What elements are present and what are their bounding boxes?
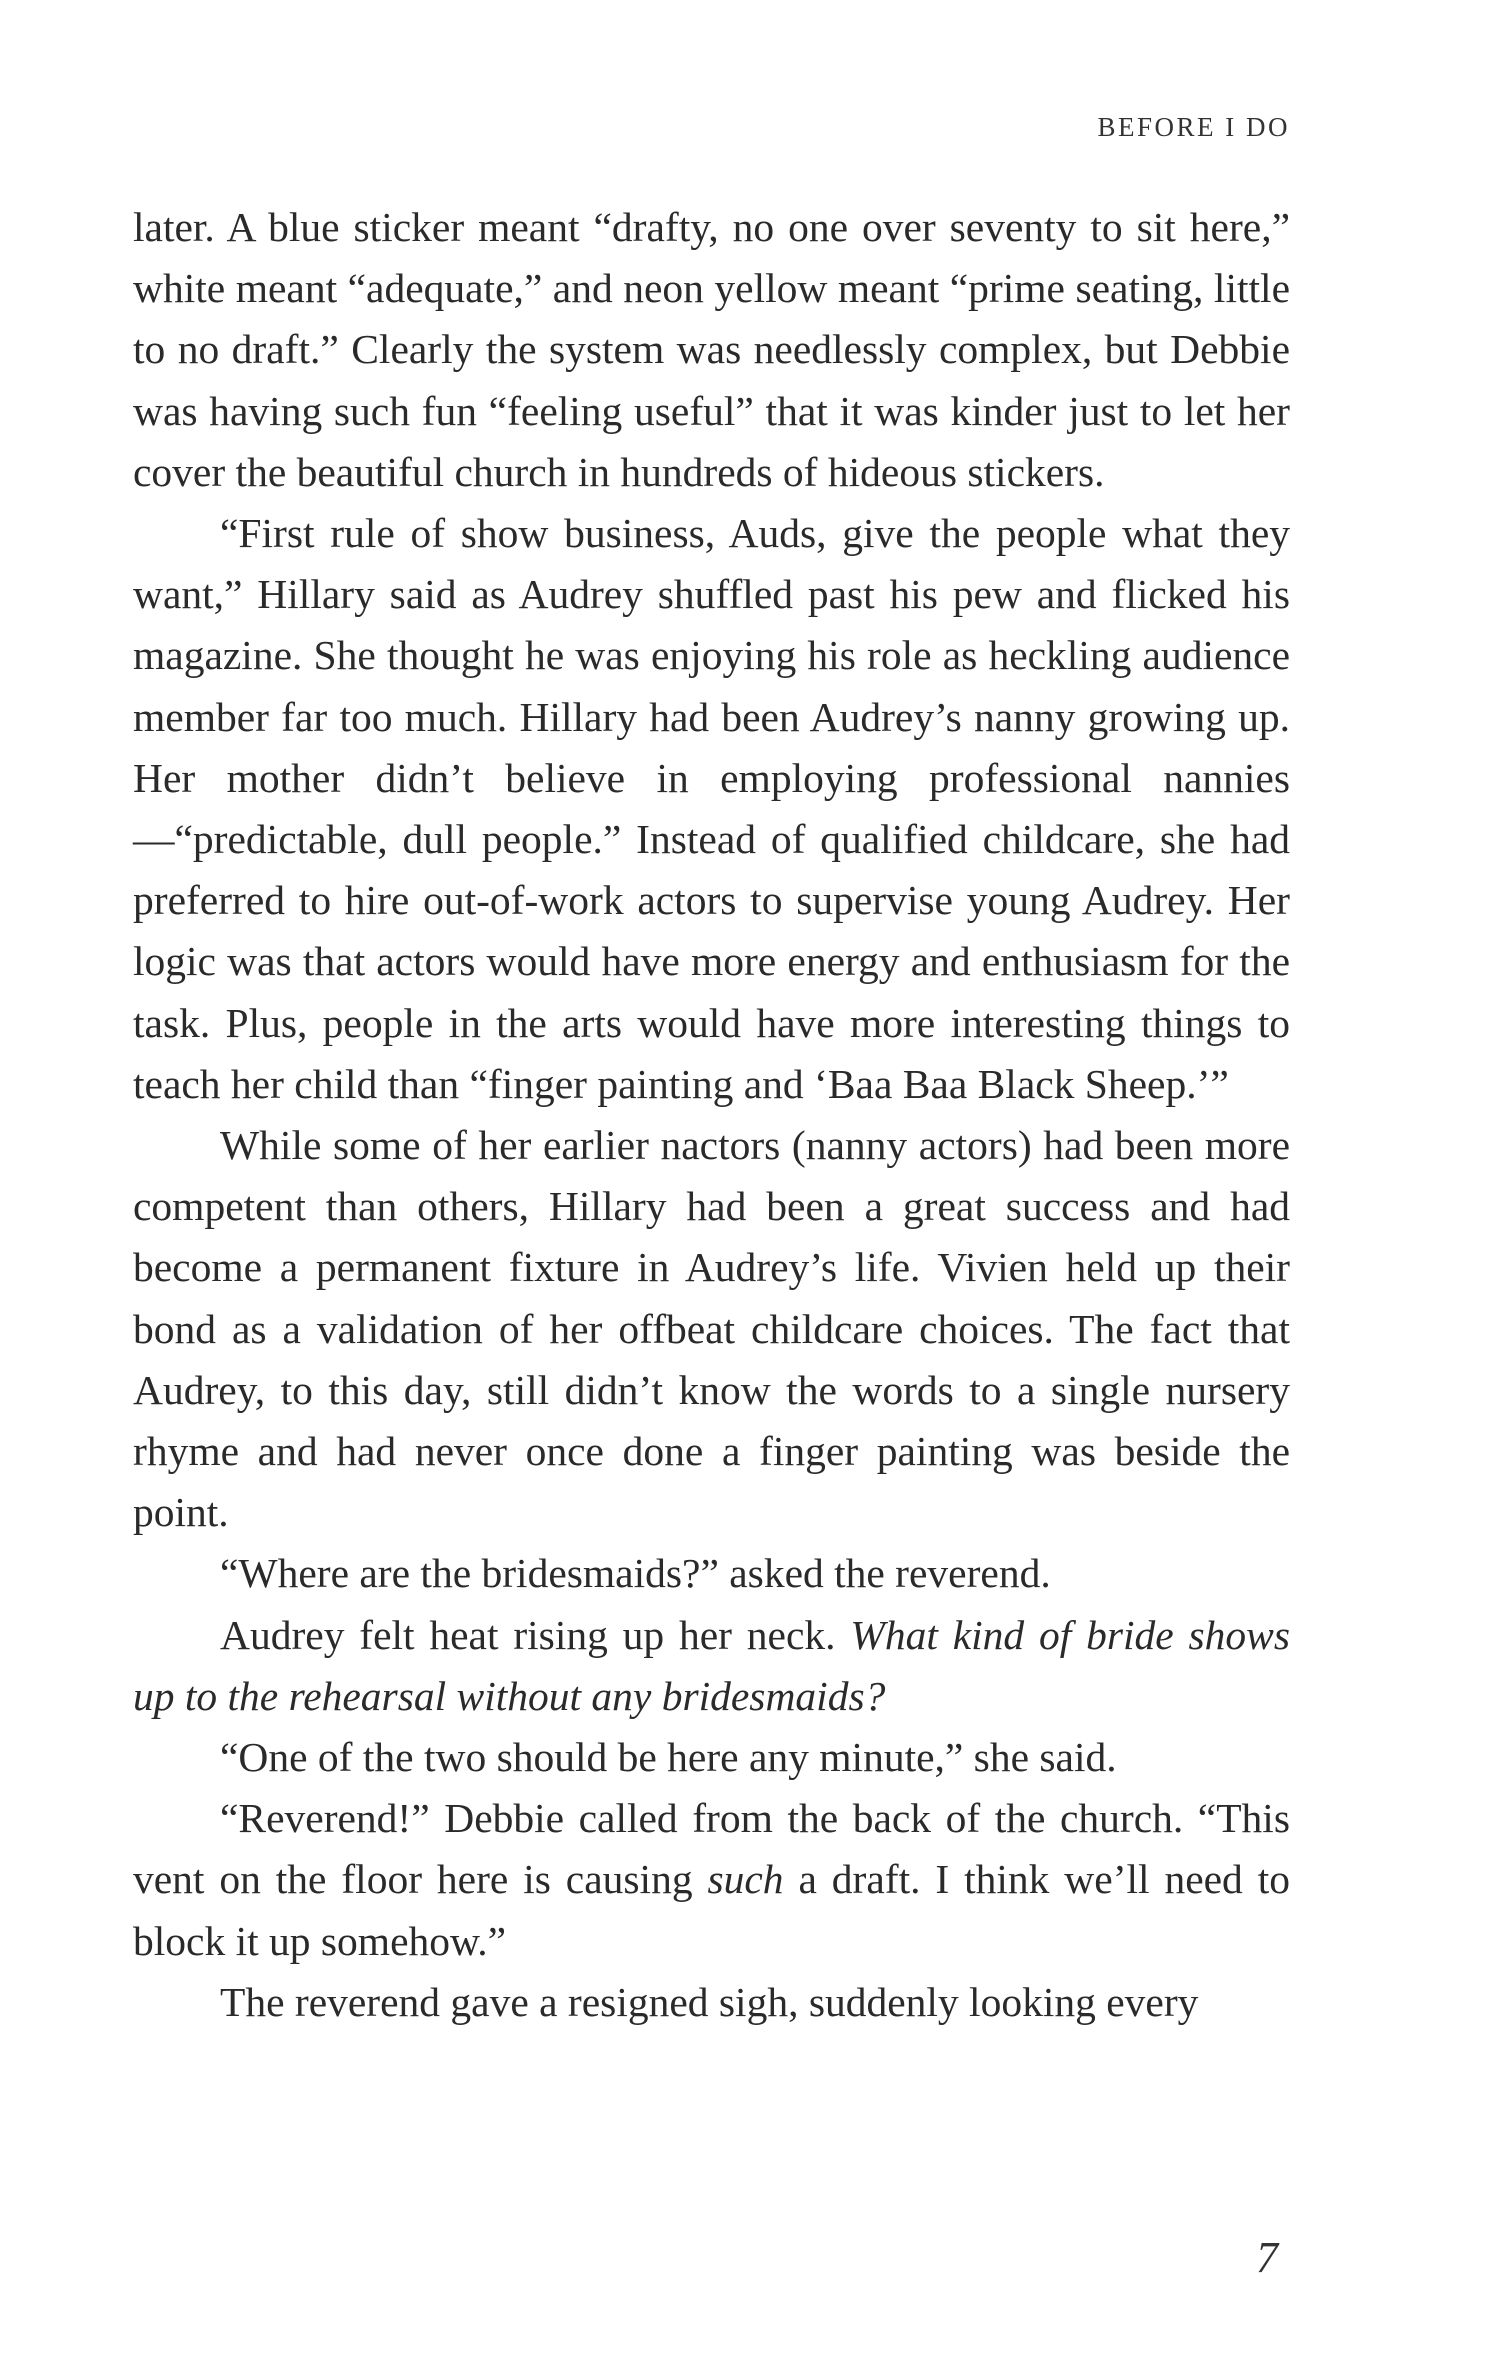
paragraph: [133, 503, 1290, 1115]
paragraph: [133, 1115, 1290, 1543]
text-run: “Reverend!” Debbie called from the back of the church. “This vent on the floor here is causing: [133, 1795, 1290, 1903]
text-run: later. A blue sticker meant “drafty, no one over seventy to sit here,” white meant “adequate,” and neon yellow meant “prime seating, little to no draft.” Clearly the system was needlessly complex, but Debbie was having such fun “feeling useful” that it was kinder just to let her cover the beautiful church in hundreds of hideous stickers.: [133, 204, 1290, 495]
paragraph: [133, 1605, 1290, 1727]
italic-text: such: [707, 1856, 784, 1903]
paragraph: [133, 1543, 1290, 1604]
text-run: “First rule of show business, Auds, give the people what they want,” Hillary said as Audrey shuffled past his pew and flicked his magazine. She thought he was enjoying his role as heckling audience member far too much. Hillary had been Audrey’s nanny growing up. Her mother didn’t believe in employing professional nannies—“predictable, dull people.” Instead of qualified childcare, she had preferred to hire out-of-work actors to supervise young Audrey. Her logic was that actors would have more energy and enthusiasm for the task. Plus, people in the arts would have more interesting things to teach her child than “finger painting and ‘Baa Baa Black Sheep.’”: [133, 510, 1290, 1107]
paragraph: [133, 1972, 1290, 2033]
text-run: While some of her earlier nactors (nanny actors) had been more competent than others, Hillary had been a great success and had become a permanent fixture in Audrey’s life. Vivien held up their bond as a validation of her offbeat childcare choices. The fact that Audrey, to this day, still didn’t know the words to a single nursery rhyme and had never once done a finger painting was beside the point.: [133, 1122, 1290, 1536]
body-text: [133, 197, 1290, 2033]
page-number: 7: [1256, 2233, 1278, 2282]
italic-text: What kind of bride shows up to the rehearsal without any bridesmaids?: [133, 1611, 1290, 1719]
running-head: BEFORE I DO: [1097, 112, 1290, 142]
paragraph: [133, 1788, 1290, 1972]
text-run: Audrey felt heat rising up her neck.: [220, 1611, 851, 1658]
text-run: The reverend gave a resigned sigh, suddenly looking every: [220, 1978, 1199, 2025]
text-run: “One of the two should be here any minute,” she said.: [220, 1734, 1117, 1781]
text-run: a draft. I think we’ll need to block it up somehow.”: [133, 1856, 1290, 1964]
text-run: “Where are the bridesmaids?” asked the reverend.: [220, 1550, 1051, 1597]
paragraph: [133, 197, 1290, 503]
paragraph: [133, 1727, 1290, 1788]
